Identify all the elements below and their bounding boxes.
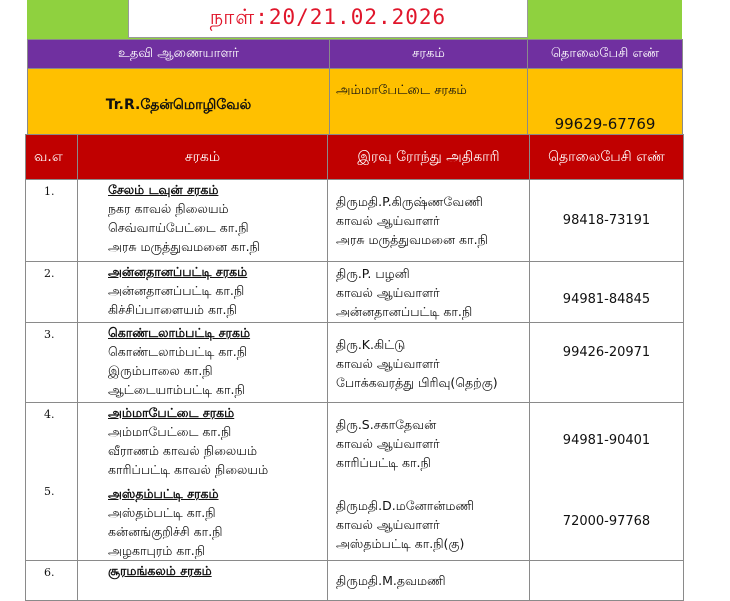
table-row bbox=[26, 323, 684, 403]
saragam-name: சேலம் டவுன் சரகம் bbox=[108, 182, 219, 197]
assistant-commissioner-name: Tr.R.தேன்மொழிவேல் bbox=[28, 69, 330, 144]
officer-rank: காவல் ஆய்வாளர் bbox=[336, 356, 440, 371]
header-phone: தொலைபேசி எண் bbox=[528, 40, 683, 69]
officer-station: அஸ்தம்பட்டி கா.நி(கு) bbox=[336, 536, 465, 551]
officer-rank: காவல் ஆய்வாளர் bbox=[336, 436, 440, 451]
phone-cell bbox=[530, 403, 684, 561]
summary-phone: 99629-67769 bbox=[528, 69, 683, 144]
phone-number: 94981-90401 bbox=[562, 433, 651, 448]
station: அம்மாபேட்டை கா.நி bbox=[108, 424, 232, 439]
station: கன்னங்குறிச்சி கா.நி bbox=[108, 524, 223, 539]
header-saragam: சரகம் bbox=[330, 40, 528, 69]
table-row bbox=[26, 262, 684, 323]
serial-number: 3. bbox=[26, 323, 78, 403]
serial-number: 5. bbox=[44, 485, 55, 498]
station: அரசு மருத்துவமனை கா.நி bbox=[108, 239, 260, 254]
station: அன்னதானப்பட்டி கா.நி bbox=[108, 283, 245, 298]
station: செவ்வாய்பேட்டை கா.நி bbox=[108, 220, 249, 235]
summary-table bbox=[27, 39, 683, 144]
officer-cell bbox=[328, 323, 530, 403]
station: அஸ்தம்பட்டி கா.நி bbox=[108, 505, 216, 520]
station: இரும்பாலை கா.நி bbox=[108, 363, 213, 378]
officer-station: அரசு மருத்துவமனை கா.நி bbox=[336, 232, 488, 247]
saragam-name: அன்னதானப்பட்டி சரகம் bbox=[108, 264, 248, 279]
summary-saragam: அம்மாபேட்டை சரகம் bbox=[330, 69, 528, 144]
officer-cell bbox=[328, 262, 530, 323]
officer-cell bbox=[328, 561, 530, 601]
summary-row bbox=[28, 69, 683, 144]
phone-number: 94981-84845 bbox=[530, 262, 684, 323]
phone-number: 99426-20971 bbox=[530, 323, 684, 403]
header-serial: வ.எ bbox=[26, 135, 78, 180]
saragam-name: அஸ்தம்பட்டி சரகம் bbox=[108, 486, 219, 501]
officer-station: காரிப்பட்டி கா.நி bbox=[336, 455, 431, 470]
saragam-cell bbox=[78, 180, 328, 262]
officer-cell bbox=[328, 180, 530, 262]
header-night-patrol-officer: இரவு ரோந்து அதிகாரி bbox=[328, 135, 530, 180]
officer-station: போக்கவரத்து பிரிவு(தெற்கு) bbox=[336, 375, 498, 390]
officer-name: திரு.P. பழனி bbox=[336, 266, 410, 281]
station: அழகாபுரம் கா.நி bbox=[108, 543, 206, 558]
officer-station: அன்னதானப்பட்டி கா.நி bbox=[336, 304, 473, 319]
saragam-name: சூரமங்கலம் சரகம் bbox=[108, 563, 212, 578]
station: கொண்டலாம்பட்டி கா.நி bbox=[108, 344, 248, 359]
phone-cell bbox=[530, 561, 684, 601]
serial-number: 4. bbox=[44, 408, 55, 421]
officer-name: திரு.S.சகாதேவன் bbox=[336, 417, 437, 432]
officer-rank: காவல் ஆய்வாளர் bbox=[336, 213, 440, 228]
header-phone: தொலைபேசி எண் bbox=[530, 135, 684, 180]
station: வீராணம் காவல் நிலையம் bbox=[108, 443, 258, 458]
patrol-table bbox=[25, 134, 684, 601]
station: ஆட்டையாம்பட்டி கா.நி bbox=[108, 382, 245, 397]
serial-number: 1. bbox=[26, 180, 78, 262]
header-assistant-commissioner: உதவி ஆணையாளர் bbox=[28, 40, 330, 69]
officer-rank: காவல் ஆய்வாளர் bbox=[336, 517, 440, 532]
saragam-cell bbox=[78, 403, 328, 561]
patrol-header-row bbox=[26, 135, 684, 180]
officer-name: திருமதி.D.மனோன்மணி bbox=[336, 498, 475, 513]
saragam-name: அம்மாபேட்டை சரகம் bbox=[108, 405, 235, 420]
saragam-name: கொண்டலாம்பட்டி சரகம் bbox=[108, 325, 251, 340]
phone-number: 98418-73191 bbox=[530, 180, 684, 262]
summary-header-row bbox=[28, 40, 683, 69]
station: கிச்சிப்பாளையம் கா.நி bbox=[108, 302, 237, 317]
date-label: நாள்:20/21.02.2026 bbox=[128, 0, 528, 38]
serial-number-cell bbox=[26, 403, 78, 561]
saragam-cell bbox=[78, 561, 328, 601]
officer-cell bbox=[328, 403, 530, 561]
table-row bbox=[26, 180, 684, 262]
table-row bbox=[26, 403, 684, 561]
table-row bbox=[26, 561, 684, 601]
header-saragam: சரகம் bbox=[78, 135, 328, 180]
phone-number: 72000-97768 bbox=[562, 514, 651, 529]
serial-number: 2. bbox=[26, 262, 78, 323]
officer-name: திரு.K.கிட்டு bbox=[336, 337, 406, 352]
station: காரிப்பட்டி காவல் நிலையம் bbox=[108, 462, 269, 477]
saragam-cell bbox=[78, 262, 328, 323]
saragam-cell bbox=[78, 323, 328, 403]
officer-name: திருமதி.M.தவமணி bbox=[336, 573, 446, 588]
serial-number: 6. bbox=[26, 561, 78, 601]
officer-name: திருமதி.P.கிருஷ்ணவேணி bbox=[336, 194, 483, 209]
station: நகர காவல் நிலையம் bbox=[108, 201, 229, 216]
officer-rank: காவல் ஆய்வாளர் bbox=[336, 285, 440, 300]
